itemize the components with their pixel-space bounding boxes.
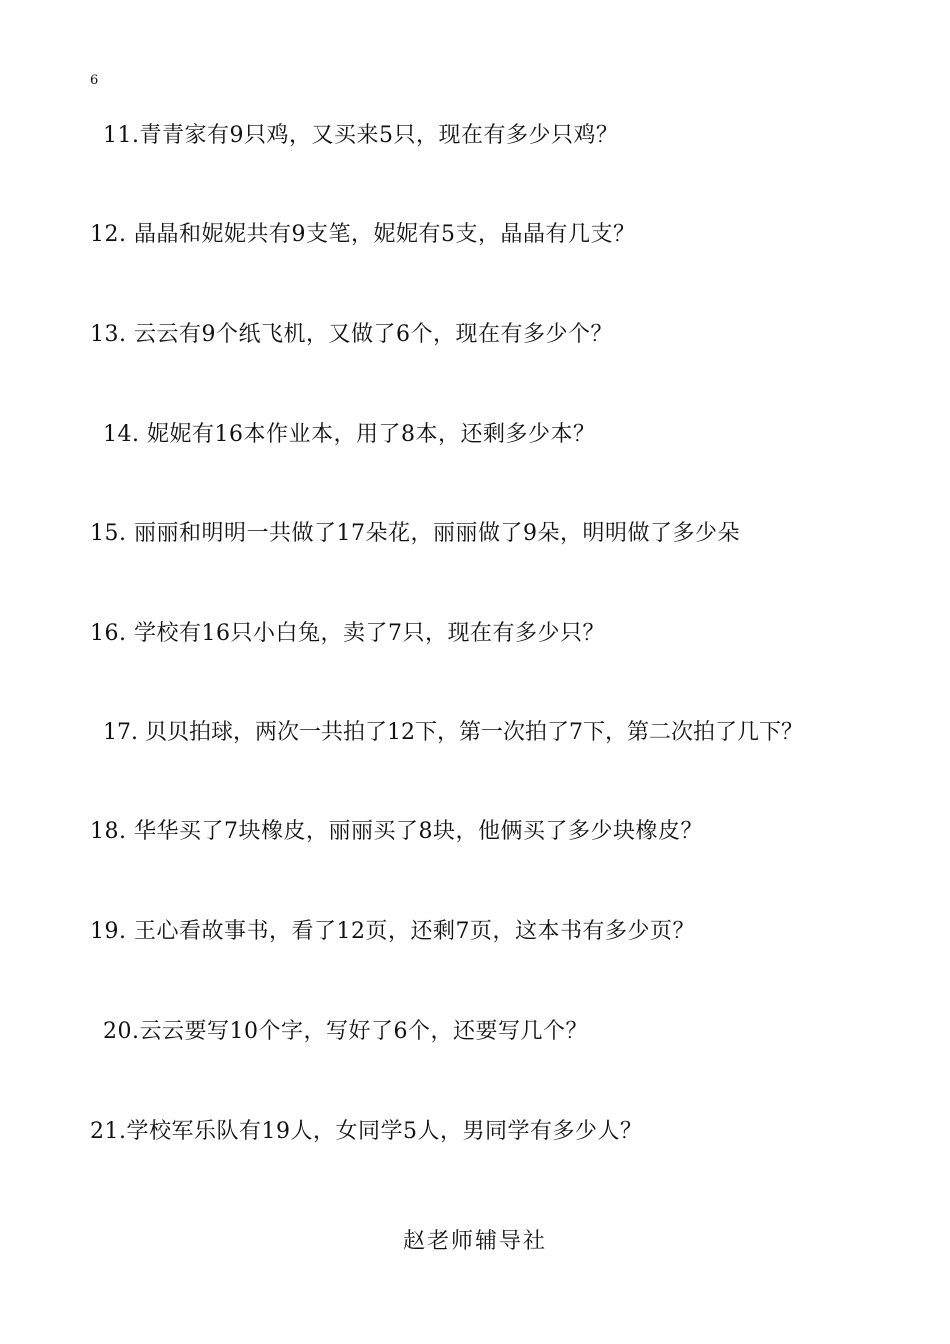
problem-16: 16. 学校有16只小白兔，卖了7只，现在有多少只？ [90,621,605,646]
footer-label: 赵老师辅导社 [402,1229,547,1254]
problem-12: 12. 晶晶和妮妮共有9支笔，妮妮有5支，晶晶有几支？ [90,222,636,247]
problem-17: 17. 贝贝拍球，两次一共拍了12下，第一次拍了7下，第二次拍了几下？ [103,720,803,745]
problem-18: 18. 华华买了7块橡皮，丽丽买了8块，他俩买了多少块橡皮？ [90,819,703,844]
page-number: 6 [90,73,99,88]
problem-15: 15. 丽丽和明明一共做了17朵花，丽丽做了9朵，明明做了多少朵 [90,521,740,546]
problem-19: 19. 王心看故事书，看了12页，还剩7页，这本书有多少页？ [90,919,695,944]
problem-13: 13. 云云有9个纸飞机，又做了6个，现在有多少个？ [90,322,613,347]
problem-20: 20.云云要写10个字，写好了6个，还要写几个？ [103,1019,588,1044]
problem-11: 11.青青家有9只鸡，又买来5只，现在有多少只鸡？ [103,123,619,148]
problem-14: 14. 妮妮有16本作业本，用了8本，还剩多少本？ [103,422,596,447]
problem-21: 21.学校军乐队有19人，女同学5人，男同学有多少人？ [90,1119,643,1144]
